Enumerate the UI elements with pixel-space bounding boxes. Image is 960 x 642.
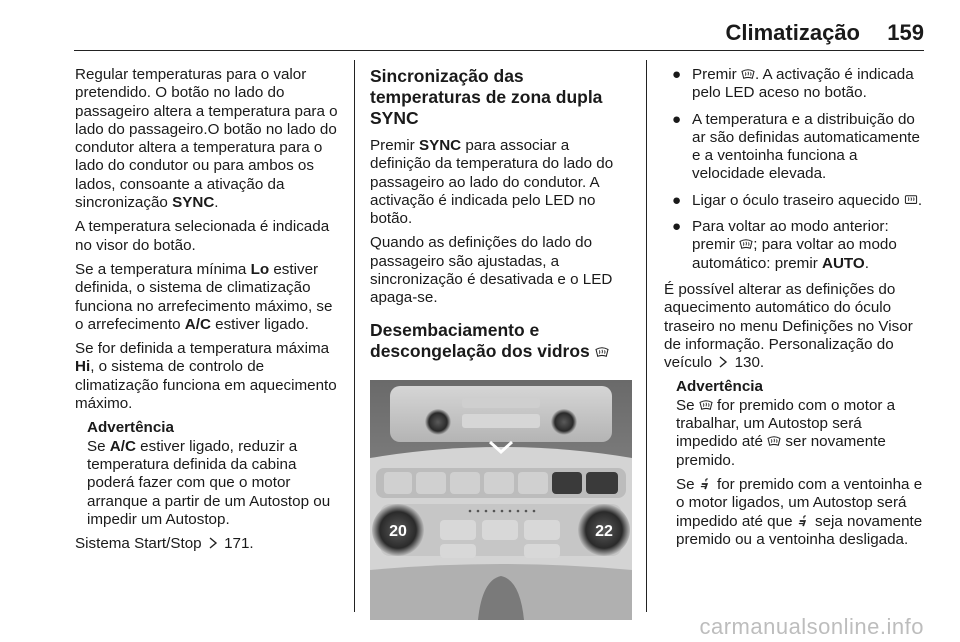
column-divider (354, 60, 355, 612)
page-footer (0, 612, 960, 642)
windscreen-defrost-icon (767, 435, 781, 447)
cross-reference[interactable]: Sistema Start/Stop 171. (75, 535, 254, 553)
page-ref-arrow-icon (716, 356, 730, 368)
section-heading: Sincronização das temperaturas de zona dupla SYNC (370, 66, 603, 128)
list-item: ● Para voltar ao modo anterior: premir ; para voltar ao modo automático: premir AUTO. (672, 218, 897, 272)
column-middle (370, 66, 632, 625)
note-title: Advertência (676, 378, 763, 396)
page-ref-arrow-icon (206, 537, 220, 549)
paragraph: Quando as definições do lado do passageiro são ajustadas, a sincronização é desativada e o LED apaga-se. (370, 234, 613, 307)
list-item: ● Premir . A activação é indicada pelo LED aceso no botão. (672, 66, 914, 102)
list-item: ● Ligar o óculo traseiro aquecido . (672, 191, 923, 209)
page-number: 159 (887, 20, 924, 45)
warning-note (87, 419, 341, 529)
warning-note (676, 378, 926, 549)
windscreen-defrost-icon (739, 238, 753, 250)
section-heading: Desembaciamento e descongelação dos vidros (370, 320, 632, 362)
column-divider (646, 60, 647, 612)
note-text: Se for premido com a ventoinha e o motor ligados, um Autostop será impedido até que seja novamente premido ou a ventoinha desligada. (676, 475, 923, 548)
note-text: Se A/C estiver ligado, reduzir a temperatura definida da cabina poderá fazer com que o motor arranque a partir de um Autostop ou impedir um Autostop. (87, 437, 331, 528)
column-left (75, 66, 341, 559)
windscreen-defrost-icon (595, 346, 609, 358)
paragraph: Se a temperatura mínima Lo estiver definida, o sistema de climatização funciona no arrefecimento máximo, se o arrefecimento A/C estiver ligado. (75, 260, 333, 333)
paragraph: A temperatura selecionada é indicada no visor do botão. (75, 218, 330, 254)
air-distribution-icon (699, 478, 713, 490)
paragraph: Se for definida a temperatura máxima Hi, o sistema de controlo de climatização funciona em aquecimento máximo. (75, 340, 337, 413)
left-temperature-display: 20 (389, 522, 407, 540)
note-title: Advertência (87, 419, 174, 437)
paragraph: É possível alterar as definições do aquecimento automático do óculo traseiro no menu Definições no Visor de informação. Personalização do veículo 130. (664, 280, 913, 372)
watermark: carmanualsonline.info (699, 614, 924, 639)
page-header (0, 0, 960, 56)
list-item: ● A temperatura e a distribuição do ar são definidas automaticamente e a ventoinha funciona a velocidade elevada. (672, 110, 920, 183)
windscreen-defrost-icon (699, 399, 713, 411)
page-title: Climatização (725, 20, 860, 45)
note-text: Se for premido com o motor a trabalhar, um Autostop será impedido até ser novamente premido. (676, 396, 896, 469)
climate-control-panel-image (370, 380, 632, 620)
column-right (664, 66, 926, 555)
paragraph: Regular temperaturas para o valor pretendido. O botão no lado do passageiro altera a temperatura para o lado do passageiro.O botão no lado do condutor altera a temperatura para o lado do condutor ou para ambos os lados, consoante a ativação da sincronização SYNC. (75, 66, 338, 212)
header-rule (74, 50, 924, 51)
air-distribution-icon (797, 515, 811, 527)
windscreen-defrost-icon (741, 68, 755, 80)
right-temperature-display: 22 (595, 522, 613, 540)
paragraph: Premir SYNC para associar a definição da temperatura do lado do passageiro ao lado do condutor. A activação é indicada pelo LED no botão. (370, 137, 614, 228)
rear-window-heating-icon (904, 194, 918, 206)
